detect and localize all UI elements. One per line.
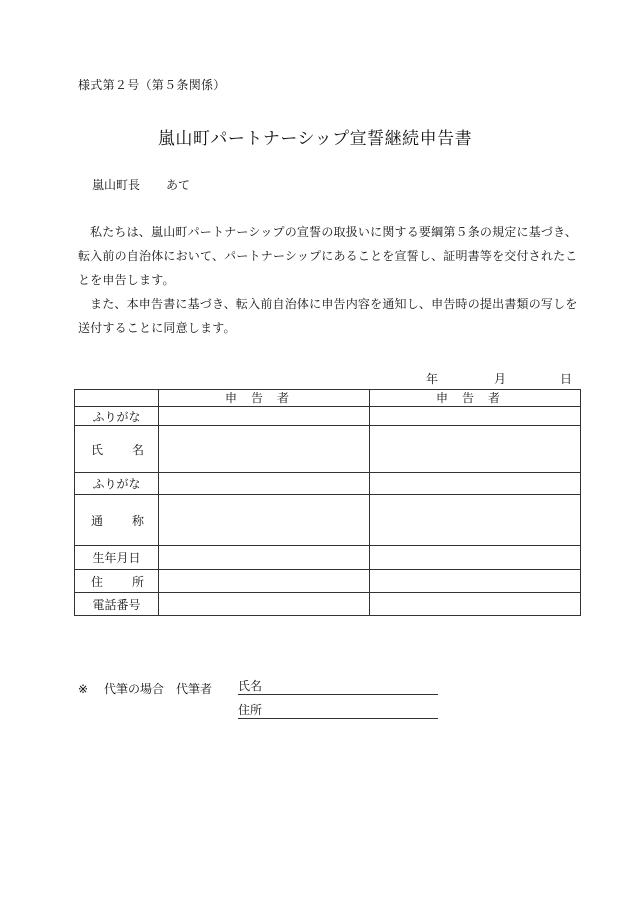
declaration-paragraph-2: また、本申告書に基づき、転入前自治体に申告内容を通知し、申告時の提出書類の写しを送付することに同意します。 [78,297,578,335]
addressee [92,176,190,193]
addressee-suffix: あて [166,178,191,192]
addressee-name: 嵐山町長 [92,178,141,192]
proxy-address-field[interactable] [238,702,438,719]
date-month-label: 月 [494,372,507,386]
proxy-name-label: 氏名 [238,679,263,693]
alias-field-1[interactable] [159,495,370,546]
address-label [75,570,159,593]
birthdate-field-2[interactable] [370,546,581,570]
table-row [75,546,581,570]
table-row [75,426,581,473]
proxy-section [78,680,212,697]
alias-furigana-field-1[interactable] [159,473,370,495]
proxy-name-field[interactable] [238,678,438,695]
name-field-2[interactable] [370,426,581,473]
proxy-address-label: 住所 [238,703,263,717]
furigana-field-2[interactable] [370,407,581,426]
table-row [75,473,581,495]
declaration-body [78,220,578,340]
phone-field-1[interactable] [159,593,370,616]
table-row [75,570,581,593]
phone-field-2[interactable] [370,593,581,616]
date-day-label: 日 [560,372,573,386]
furigana-field-1[interactable] [159,407,370,426]
document-title: 嵐山町パートナーシップ宣誓継続申告書 [157,129,473,149]
phone-label: 電話番号 [75,593,159,616]
alias-label [75,495,159,546]
address-label-b: 所 [131,574,144,589]
date-year-label: 年 [426,372,439,386]
alias-furigana-label: ふりがな [75,473,159,495]
form-reference: 様式第２号（第５条関係） [78,78,226,92]
table-header-declarant-1: 申告者 [159,390,370,407]
name-label-a: 氏 [91,442,104,457]
alias-field-2[interactable] [370,495,581,546]
table-header-declarant-2: 申告者 [370,390,581,407]
alias-furigana-field-2[interactable] [370,473,581,495]
proxy-case-label: 代筆の場合 [104,682,165,696]
address-field-2[interactable] [370,570,581,593]
note-mark: ※ [78,682,89,696]
name-label [75,426,159,473]
name-field-1[interactable] [159,426,370,473]
birthdate-field-1[interactable] [159,546,370,570]
proxy-writer-label: 代筆者 [176,682,213,696]
address-field-1[interactable] [159,570,370,593]
name-label-b: 名 [131,442,144,457]
table-row [75,593,581,616]
declarant-table [74,389,581,616]
declaration-paragraph-1: 私たちは、嵐山町パートナーシップの宣誓の取扱いに関する要綱第５条の規定に基づき、転入前の自治体において、パートナーシップにあることを宣誓し、証明書等を交付されたことを申告します。 [78,225,578,287]
alias-label-b: 称 [131,513,144,528]
table-row [75,407,581,426]
table-header-blank [75,390,159,407]
alias-label-a: 通 [91,513,104,528]
address-label-a: 住 [91,574,104,589]
table-row [75,495,581,546]
furigana-label: ふりがな [75,407,159,426]
birthdate-label: 生年月日 [75,546,159,570]
table-header-row [75,390,581,407]
